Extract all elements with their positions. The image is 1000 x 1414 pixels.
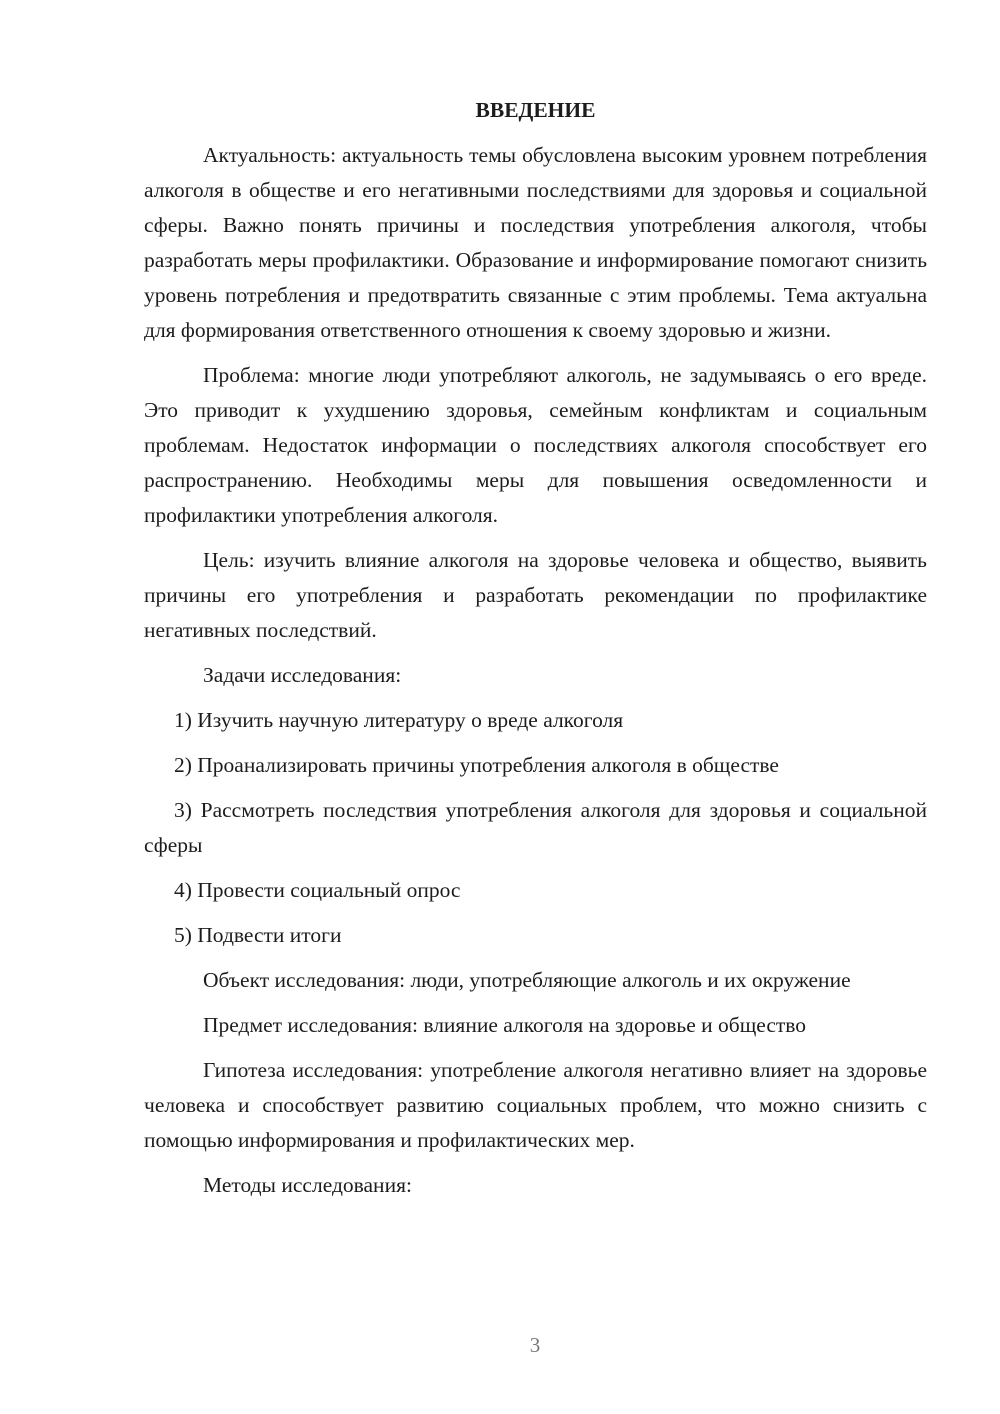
paragraph-hypothesis: Гипотеза исследования: употребление алкоголя негативно влияет на здоровье человека и способствует развитию социальных проблем, что можно снизить с помощью информирования и профилактических мер. — [144, 1058, 927, 1152]
page-number: 3 — [529, 1333, 541, 1357]
task-item-1: 1) Изучить научную литературу о вреде алкоголя — [174, 708, 624, 732]
paragraph-problem: Проблема: многие люди употребляют алкоголь, не задумываясь о его вреде. Это приводит к ухудшению здоровья, семейным конфликтам и социальным проблемам. Недостаток информации о последствиях алкоголя способствует его распространению. Необходимы меры для повышения осведомленности и профилактики употребления алкоголя. — [144, 363, 927, 527]
paragraph-object: Объект исследования: люди, употребляющие алкоголь и их окружение — [203, 968, 851, 992]
paragraph-relevance: Актуальность: актуальность темы обусловлена высоким уровнем потребления алкоголя в обществе и его негативными последствиями для здоровья и социальной сферы. Важно понять причины и последствия употребления алкоголя, чтобы разработать меры профилактики. Образование и информирование помогают снизить уровень потребления и предотвратить связанные с этим проблемы. Тема актуальна для формирования ответственного отношения к своему здоровью и жизни. — [144, 143, 927, 342]
section-heading: ВВЕДЕНИЕ — [475, 98, 596, 122]
task-item-5: 5) Подвести итоги — [174, 923, 342, 947]
paragraph-methods: Методы исследования: — [203, 1173, 412, 1197]
task-item-4: 4) Провести социальный опрос — [174, 878, 461, 902]
paragraph-subject: Предмет исследования: влияние алкоголя на здоровье и общество — [203, 1013, 807, 1037]
task-item-3: 3) Рассмотреть последствия употребления алкоголя для здоровья и социальной сферы — [144, 798, 927, 857]
page-content — [144, 93, 927, 1213]
paragraph-tasks-title: Задачи исследования: — [203, 663, 402, 687]
paragraph-goal: Цель: изучить влияние алкоголя на здоровье человека и общество, выявить причины его употребления и разработать рекомендации по профилактике негативных последствий. — [144, 548, 927, 642]
task-item-2: 2) Проанализировать причины употребления алкоголя в обществе — [174, 753, 779, 777]
